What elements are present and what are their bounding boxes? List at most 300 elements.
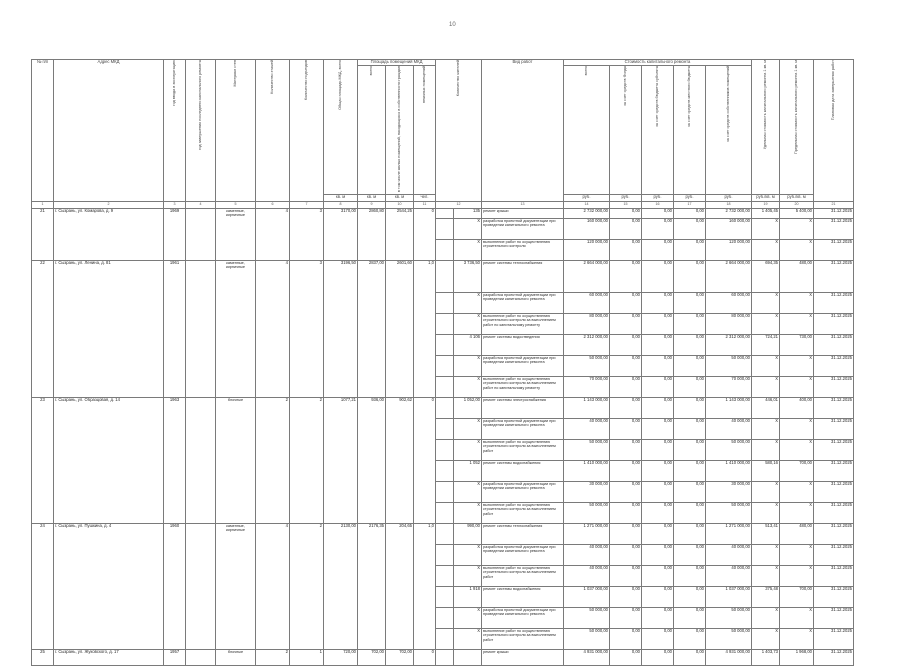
header-unit-people: чел. bbox=[414, 195, 436, 202]
work-quantity: 1 052,00 bbox=[454, 398, 482, 419]
cost-region: 0,00 bbox=[642, 608, 674, 629]
cost-fund: 0,00 bbox=[610, 377, 642, 398]
column-index-cell: 20 bbox=[780, 202, 814, 209]
building-floors: 2 bbox=[256, 650, 290, 666]
building-entrances: 2 bbox=[290, 398, 324, 524]
limit-cost: X bbox=[780, 503, 814, 524]
cost-owners: 50 000,00 bbox=[706, 503, 752, 524]
cost-local: 0,00 bbox=[674, 566, 706, 587]
deadline: 31.12.2025 bbox=[814, 240, 854, 261]
cost-region: 0,00 bbox=[642, 293, 674, 314]
cost-total: 60 000,00 bbox=[564, 293, 610, 314]
work-quantity: X bbox=[454, 419, 482, 440]
cost-region: 0,00 bbox=[642, 219, 674, 240]
cost-owners: 50 000,00 bbox=[706, 629, 752, 650]
cost-fund: 0,00 bbox=[610, 650, 642, 666]
cost-owners: 2 732 000,00 bbox=[706, 209, 752, 219]
building-area-nonliving: 0 bbox=[414, 650, 436, 666]
header-entrances: Количество подъездов bbox=[290, 60, 324, 202]
cost-total: 160 000,00 bbox=[564, 219, 610, 240]
column-index-cell: 15 bbox=[610, 202, 642, 209]
cost-local: 0,00 bbox=[674, 219, 706, 240]
deadline: 31.12.2025 bbox=[814, 524, 854, 545]
cost-local: 0,00 bbox=[674, 524, 706, 545]
deadline: 31.12.2025 bbox=[814, 261, 854, 293]
cost-local: 0,00 bbox=[674, 545, 706, 566]
cost-total: 1 410 000,00 bbox=[564, 461, 610, 482]
building-wall: каменные, кирпичные bbox=[216, 209, 256, 261]
limit-cost: X bbox=[780, 608, 814, 629]
unit-cost: X bbox=[752, 608, 780, 629]
building-floors: 4 bbox=[256, 261, 290, 398]
cost-local: 0,00 bbox=[674, 261, 706, 293]
header-unit-rub-2: руб. bbox=[610, 195, 642, 202]
cost-owners: 120 000,00 bbox=[706, 240, 752, 261]
building-area-nonliving: 0 bbox=[414, 398, 436, 524]
building-area-living: 2601,60 bbox=[386, 261, 414, 398]
header-area-group: Площадь помещений МКД bbox=[358, 60, 436, 66]
cost-owners: 1 143 000,00 bbox=[706, 398, 752, 419]
work-empty-cell bbox=[436, 482, 454, 503]
cost-region: 0,00 bbox=[642, 209, 674, 219]
work-empty-cell bbox=[436, 356, 454, 377]
table-row bbox=[32, 261, 854, 293]
work-type: выполнение работ по осуществлению строительного контроля за выполнением работ bbox=[482, 503, 564, 524]
cost-total: 120 000,00 bbox=[564, 240, 610, 261]
cost-owners: 50 000,00 bbox=[706, 356, 752, 377]
work-quantity: 4 106 bbox=[454, 335, 482, 356]
limit-cost: 400,00 bbox=[780, 398, 814, 419]
work-quantity: X bbox=[454, 503, 482, 524]
cost-owners: 80 000,00 bbox=[706, 314, 752, 335]
cost-total: 50 000,00 bbox=[564, 503, 610, 524]
cost-fund: 0,00 bbox=[610, 314, 642, 335]
column-index-cell: 3 bbox=[164, 202, 186, 209]
work-quantity bbox=[454, 650, 482, 666]
unit-cost: X bbox=[752, 356, 780, 377]
unit-cost: X bbox=[752, 293, 780, 314]
building-no: 21 bbox=[32, 209, 54, 261]
cost-fund: 0,00 bbox=[610, 440, 642, 461]
limit-cost: 480,00 bbox=[780, 261, 814, 293]
building-address: г. Сызрань, ул. Пушкина, д. 4 bbox=[54, 524, 164, 650]
building-address: г. Сызрань, ул. Жуковского, д. 17 bbox=[54, 650, 164, 666]
deadline: 31.12.2025 bbox=[814, 314, 854, 335]
building-year: 1969 bbox=[164, 209, 186, 261]
building-floors: 4 bbox=[256, 209, 290, 261]
deadline: 31.12.2025 bbox=[814, 419, 854, 440]
header-year: год ввода в эксплуатацию bbox=[164, 60, 186, 202]
limit-cost: X bbox=[780, 356, 814, 377]
work-empty-cell bbox=[436, 566, 454, 587]
building-wall: каменные, кирпичные bbox=[216, 261, 256, 398]
limit-cost: X bbox=[780, 545, 814, 566]
deadline: 31.12.2025 bbox=[814, 219, 854, 240]
building-floors: 2 bbox=[256, 398, 290, 524]
table-row bbox=[32, 398, 854, 419]
cost-local: 0,00 bbox=[674, 650, 706, 666]
work-empty-cell bbox=[436, 587, 454, 608]
cost-local: 0,00 bbox=[674, 419, 706, 440]
cost-fund: 0,00 bbox=[610, 587, 642, 608]
limit-cost: X bbox=[780, 377, 814, 398]
cost-owners: 40 000,00 bbox=[706, 566, 752, 587]
cost-fund: 0,00 bbox=[610, 356, 642, 377]
header-cost-fund: за счет средств Фонда bbox=[610, 66, 642, 195]
deadline: 31.12.2025 bbox=[814, 293, 854, 314]
limit-cost: X bbox=[780, 482, 814, 503]
unit-cost: X bbox=[752, 219, 780, 240]
unit-cost: X bbox=[752, 419, 780, 440]
header-unit-sqm-3: кв. м bbox=[386, 195, 414, 202]
building-area-living: 2544,25 bbox=[386, 209, 414, 261]
work-type: разработка проектной документации при проведении капитального ремонта bbox=[482, 293, 564, 314]
unit-cost: 694,35 bbox=[752, 261, 780, 293]
work-type: ремонт крыши bbox=[482, 209, 564, 219]
work-empty-cell bbox=[436, 503, 454, 524]
cost-region: 0,00 bbox=[642, 650, 674, 666]
work-quantity: X bbox=[454, 608, 482, 629]
deadline: 31.12.2025 bbox=[814, 377, 854, 398]
building-area-all: 2837,00 bbox=[358, 261, 386, 398]
header-deadline: Плановая дата завершения работ bbox=[814, 60, 854, 202]
limit-cost: X bbox=[780, 440, 814, 461]
cost-fund: 0,00 bbox=[610, 545, 642, 566]
header-cost-total: всего bbox=[564, 66, 610, 195]
building-area-total: 720,00 bbox=[324, 650, 358, 666]
table-row bbox=[32, 524, 854, 545]
column-index-cell: 7 bbox=[290, 202, 324, 209]
cost-fund: 0,00 bbox=[610, 419, 642, 440]
limit-cost: 480,00 bbox=[780, 524, 814, 545]
header-wall: Материал стен bbox=[216, 60, 256, 202]
building-wall: блочные bbox=[216, 398, 256, 524]
building-year: 1960 bbox=[164, 524, 186, 650]
cost-fund: 0,00 bbox=[610, 461, 642, 482]
header-unit-sqm: кв. м bbox=[324, 195, 358, 202]
work-quantity: X bbox=[454, 566, 482, 587]
column-index-cell: 5 bbox=[216, 202, 256, 209]
cost-fund: 0,00 bbox=[610, 293, 642, 314]
cost-total: 1 143 000,00 bbox=[564, 398, 610, 419]
column-index-cell: 9 bbox=[358, 202, 386, 209]
cost-total: 40 000,00 bbox=[564, 566, 610, 587]
cost-total: 2 664 000,00 bbox=[564, 261, 610, 293]
limit-cost: X bbox=[780, 219, 814, 240]
deadline: 31.12.2025 bbox=[814, 482, 854, 503]
unit-cost: X bbox=[752, 545, 780, 566]
cost-region: 0,00 bbox=[642, 377, 674, 398]
work-quantity: 1 918 bbox=[454, 587, 482, 608]
cost-owners: 70 000,00 bbox=[706, 377, 752, 398]
work-quantity: 990,00 bbox=[454, 524, 482, 545]
cost-region: 0,00 bbox=[642, 440, 674, 461]
column-index-row bbox=[32, 202, 854, 209]
work-quantity: X bbox=[454, 240, 482, 261]
column-index-cell: 21 bbox=[814, 202, 854, 209]
cost-total: 50 000,00 bbox=[564, 629, 610, 650]
work-type: выполнение работ по осуществлению строительного контроля за выполнением работ по капитальному ремонту bbox=[482, 377, 564, 398]
column-index-cell: 1 bbox=[32, 202, 54, 209]
cost-total: 1 037 000,00 bbox=[564, 587, 610, 608]
work-type: выполнение работ по осуществлению строительного контроля за выполнением работ bbox=[482, 440, 564, 461]
cost-total: 50 000,00 bbox=[564, 608, 610, 629]
deadline: 31.12.2025 bbox=[814, 650, 854, 666]
page-number: 10 bbox=[449, 22, 456, 28]
cost-region: 0,00 bbox=[642, 629, 674, 650]
building-floors: 4 bbox=[256, 524, 290, 650]
building-area-total: 1077,21 bbox=[324, 398, 358, 524]
cost-owners: 40 000,00 bbox=[706, 419, 752, 440]
work-quantity: X bbox=[454, 482, 482, 503]
work-type: ремонт системы водоснабжения bbox=[482, 587, 564, 608]
cost-fund: 0,00 bbox=[610, 629, 642, 650]
cost-region: 0,00 bbox=[642, 419, 674, 440]
cost-local: 0,00 bbox=[674, 240, 706, 261]
cost-owners: 2 664 000,00 bbox=[706, 261, 752, 293]
deadline: 31.12.2025 bbox=[814, 356, 854, 377]
cost-local: 0,00 bbox=[674, 461, 706, 482]
building-entrances: 3 bbox=[290, 209, 324, 261]
cost-total: 50 000,00 bbox=[564, 356, 610, 377]
work-empty-cell bbox=[436, 219, 454, 240]
cost-owners: 50 000,00 bbox=[706, 440, 752, 461]
building-area-nonliving: 0 bbox=[414, 209, 436, 261]
limit-cost: X bbox=[780, 293, 814, 314]
unit-cost: 446,01 bbox=[752, 398, 780, 419]
cost-local: 0,00 bbox=[674, 608, 706, 629]
cost-local: 0,00 bbox=[674, 398, 706, 419]
column-index-cell: 4 bbox=[186, 202, 216, 209]
cost-fund: 0,00 bbox=[610, 482, 642, 503]
work-type: выполнение работ по осуществлению строительного контроля за выполнением работ bbox=[482, 566, 564, 587]
column-index-cell: 14 bbox=[564, 202, 610, 209]
limit-cost: 1 968,00 bbox=[780, 650, 814, 666]
header-year-repair: год завершения последнего капитального ремонта bbox=[186, 60, 216, 202]
cost-owners: 50 000,00 bbox=[706, 608, 752, 629]
capital-repair-register-table bbox=[31, 59, 854, 666]
cost-local: 0,00 bbox=[674, 335, 706, 356]
deadline: 31.12.2025 bbox=[814, 566, 854, 587]
header-unit-rub-sqm: руб./кв. м bbox=[752, 195, 780, 202]
building-entrances: 1 bbox=[290, 650, 324, 666]
column-index-cell: 12 bbox=[436, 202, 482, 209]
cost-region: 0,00 bbox=[642, 524, 674, 545]
building-address: г. Сызрань, ул. Образцовая, д. 14 bbox=[54, 398, 164, 524]
cost-total: 1 271 000,00 bbox=[564, 524, 610, 545]
building-area-all: 2860,80 bbox=[358, 209, 386, 261]
header-unit-rub-sqm-2: руб./кв. м bbox=[780, 195, 814, 202]
limit-cost: X bbox=[780, 314, 814, 335]
building-year-repair bbox=[186, 261, 216, 398]
work-quantity: X bbox=[454, 545, 482, 566]
header-unit-rub-5: руб. bbox=[706, 195, 752, 202]
work-type: ремонт системы теплоснабжения bbox=[482, 261, 564, 293]
building-year-repair bbox=[186, 650, 216, 666]
building-area-living: 204,65 bbox=[386, 524, 414, 650]
cost-region: 0,00 bbox=[642, 335, 674, 356]
work-empty-cell bbox=[436, 545, 454, 566]
cost-region: 0,00 bbox=[642, 545, 674, 566]
limit-cost: 700,00 bbox=[780, 587, 814, 608]
column-index-cell: 11 bbox=[414, 202, 436, 209]
building-area-all: 936,00 bbox=[358, 398, 386, 524]
column-index-cell: 10 bbox=[386, 202, 414, 209]
cost-fund: 0,00 bbox=[610, 524, 642, 545]
building-entrances: 2 bbox=[290, 524, 324, 650]
cost-fund: 0,00 bbox=[610, 335, 642, 356]
column-index-cell: 6 bbox=[256, 202, 290, 209]
cost-fund: 0,00 bbox=[610, 503, 642, 524]
cost-total: 80 000,00 bbox=[564, 314, 610, 335]
deadline: 31.12.2025 bbox=[814, 587, 854, 608]
work-empty-cell bbox=[436, 461, 454, 482]
table-row bbox=[32, 650, 854, 666]
building-address: г. Сызрань, ул. Ленина, д. 81 bbox=[54, 261, 164, 398]
work-type: разработка проектной документации при проведении капитального ремонта bbox=[482, 419, 564, 440]
header-cost-local: за счет средств местного бюджета bbox=[674, 66, 706, 195]
limit-cost: 700,00 bbox=[780, 461, 814, 482]
column-index-cell: 13 bbox=[482, 202, 564, 209]
limit-cost: 5 400,00 bbox=[780, 209, 814, 219]
cost-local: 0,00 bbox=[674, 293, 706, 314]
building-wall: блочные bbox=[216, 650, 256, 666]
cost-local: 0,00 bbox=[674, 356, 706, 377]
cost-owners: 40 000,00 bbox=[706, 545, 752, 566]
unit-cost: X bbox=[752, 629, 780, 650]
work-empty-cell bbox=[436, 419, 454, 440]
column-index-cell: 18 bbox=[706, 202, 752, 209]
header-unit-cost: Удельная стоимость капитального ремонта 1 кв. м bbox=[752, 60, 780, 195]
work-type: разработка проектной документации при проведении капитального ремонта bbox=[482, 545, 564, 566]
building-no: 22 bbox=[32, 261, 54, 398]
header-area-total: Общая площадь МКД, всего bbox=[324, 60, 358, 195]
building-year-repair bbox=[186, 524, 216, 650]
cost-total: 30 000,00 bbox=[564, 482, 610, 503]
deadline: 31.12.2025 bbox=[814, 440, 854, 461]
work-type: ремонт системы электроснабжения bbox=[482, 398, 564, 419]
deadline: 31.12.2025 bbox=[814, 608, 854, 629]
work-type: ремонт системы теплоснабжения bbox=[482, 524, 564, 545]
work-quantity: X bbox=[454, 219, 482, 240]
building-area-all: 702,00 bbox=[358, 650, 386, 666]
header-cost-region: за счет средств бюджета субъекта bbox=[642, 66, 674, 195]
header-area-all: всего bbox=[358, 66, 386, 195]
work-empty-cell bbox=[436, 650, 454, 666]
cost-total: 2 732 000,00 bbox=[564, 209, 610, 219]
header-work-type: Вид работ bbox=[482, 60, 564, 202]
deadline: 31.12.2025 bbox=[814, 461, 854, 482]
column-index-cell: 16 bbox=[642, 202, 674, 209]
work-quantity: X bbox=[454, 629, 482, 650]
cost-fund: 0,00 bbox=[610, 261, 642, 293]
work-empty-cell bbox=[436, 524, 454, 545]
limit-cost: X bbox=[780, 629, 814, 650]
cost-local: 0,00 bbox=[674, 503, 706, 524]
work-quantity: X bbox=[454, 314, 482, 335]
unit-cost: X bbox=[752, 482, 780, 503]
work-type: разработка проектной документации при проведении капитального ремонта bbox=[482, 482, 564, 503]
cost-region: 0,00 bbox=[642, 398, 674, 419]
cost-local: 0,00 bbox=[674, 587, 706, 608]
column-index-cell: 8 bbox=[324, 202, 358, 209]
deadline: 31.12.2025 bbox=[814, 209, 854, 219]
cost-total: 40 000,00 bbox=[564, 419, 610, 440]
cost-owners: 4 931 000,00 bbox=[706, 650, 752, 666]
cost-region: 0,00 bbox=[642, 503, 674, 524]
work-empty-cell bbox=[436, 209, 454, 219]
work-empty-cell bbox=[436, 293, 454, 314]
work-empty-cell bbox=[436, 608, 454, 629]
building-area-nonliving: 1,0 bbox=[414, 524, 436, 650]
unit-cost: X bbox=[752, 240, 780, 261]
header-no: № п/п bbox=[32, 60, 54, 202]
work-type: разработка проектной документации при проведении капитального ремонта bbox=[482, 219, 564, 240]
work-empty-cell bbox=[436, 629, 454, 650]
work-quantity: 1 052 bbox=[454, 461, 482, 482]
limit-cost: X bbox=[780, 240, 814, 261]
cost-region: 0,00 bbox=[642, 587, 674, 608]
work-empty-cell bbox=[436, 377, 454, 398]
work-quantity: X bbox=[454, 293, 482, 314]
cost-owners: 1 410 000,00 bbox=[706, 461, 752, 482]
header-cost-group: Стоимость капитального ремонта bbox=[564, 60, 752, 66]
building-address: г. Сызрань, ул. Комарова, д. 9 bbox=[54, 209, 164, 261]
work-quantity: 135 bbox=[454, 209, 482, 219]
header-unit-rub-4: руб. bbox=[674, 195, 706, 202]
cost-fund: 0,00 bbox=[610, 240, 642, 261]
header-area-living: в том числе жилых помещений, находящихся в собственности граждан bbox=[386, 66, 414, 195]
cost-local: 0,00 bbox=[674, 629, 706, 650]
header-address: Адрес МКД bbox=[54, 60, 164, 202]
unit-cost: X bbox=[752, 440, 780, 461]
header-residents: Количество жителей bbox=[436, 60, 482, 202]
cost-local: 0,00 bbox=[674, 482, 706, 503]
deadline: 31.12.2025 bbox=[814, 545, 854, 566]
building-area-living: 702,00 bbox=[386, 650, 414, 666]
cost-total: 50 000,00 bbox=[564, 440, 610, 461]
limit-cost: 730,00 bbox=[780, 335, 814, 356]
work-empty-cell bbox=[436, 240, 454, 261]
cost-owners: 1 037 000,00 bbox=[706, 587, 752, 608]
building-year: 1957 bbox=[164, 650, 186, 666]
header-cost-owners: за счет средств собственников помещений bbox=[706, 66, 752, 195]
work-quantity: X bbox=[454, 440, 482, 461]
header-unit-rub-3: руб. bbox=[642, 195, 674, 202]
building-year: 1961 bbox=[164, 261, 186, 398]
building-wall: каменные, кирпичные bbox=[216, 524, 256, 650]
cost-local: 0,00 bbox=[674, 440, 706, 461]
unit-cost: 1 403,73 bbox=[752, 650, 780, 666]
unit-cost: X bbox=[752, 566, 780, 587]
work-type: выполнение работ по осуществлению строительного контроля за выполнением работ по капитальному ремонту bbox=[482, 314, 564, 335]
building-no: 25 bbox=[32, 650, 54, 666]
building-area-total: 3196,50 bbox=[324, 261, 358, 398]
cost-total: 40 000,00 bbox=[564, 545, 610, 566]
cost-total: 4 931 000,00 bbox=[564, 650, 610, 666]
cost-region: 0,00 bbox=[642, 461, 674, 482]
unit-cost: X bbox=[752, 314, 780, 335]
cost-owners: 1 271 000,00 bbox=[706, 524, 752, 545]
unit-cost: X bbox=[752, 377, 780, 398]
cost-fund: 0,00 bbox=[610, 608, 642, 629]
building-area-living: 902,62 bbox=[386, 398, 414, 524]
work-type: выполнение работ по осуществлению строительного контроля за выполнением работ bbox=[482, 629, 564, 650]
header-unit-rub: руб. bbox=[564, 195, 610, 202]
column-index-cell: 2 bbox=[54, 202, 164, 209]
header-floors: Количество этажей bbox=[256, 60, 290, 202]
work-quantity: 3 736,50 bbox=[454, 261, 482, 293]
